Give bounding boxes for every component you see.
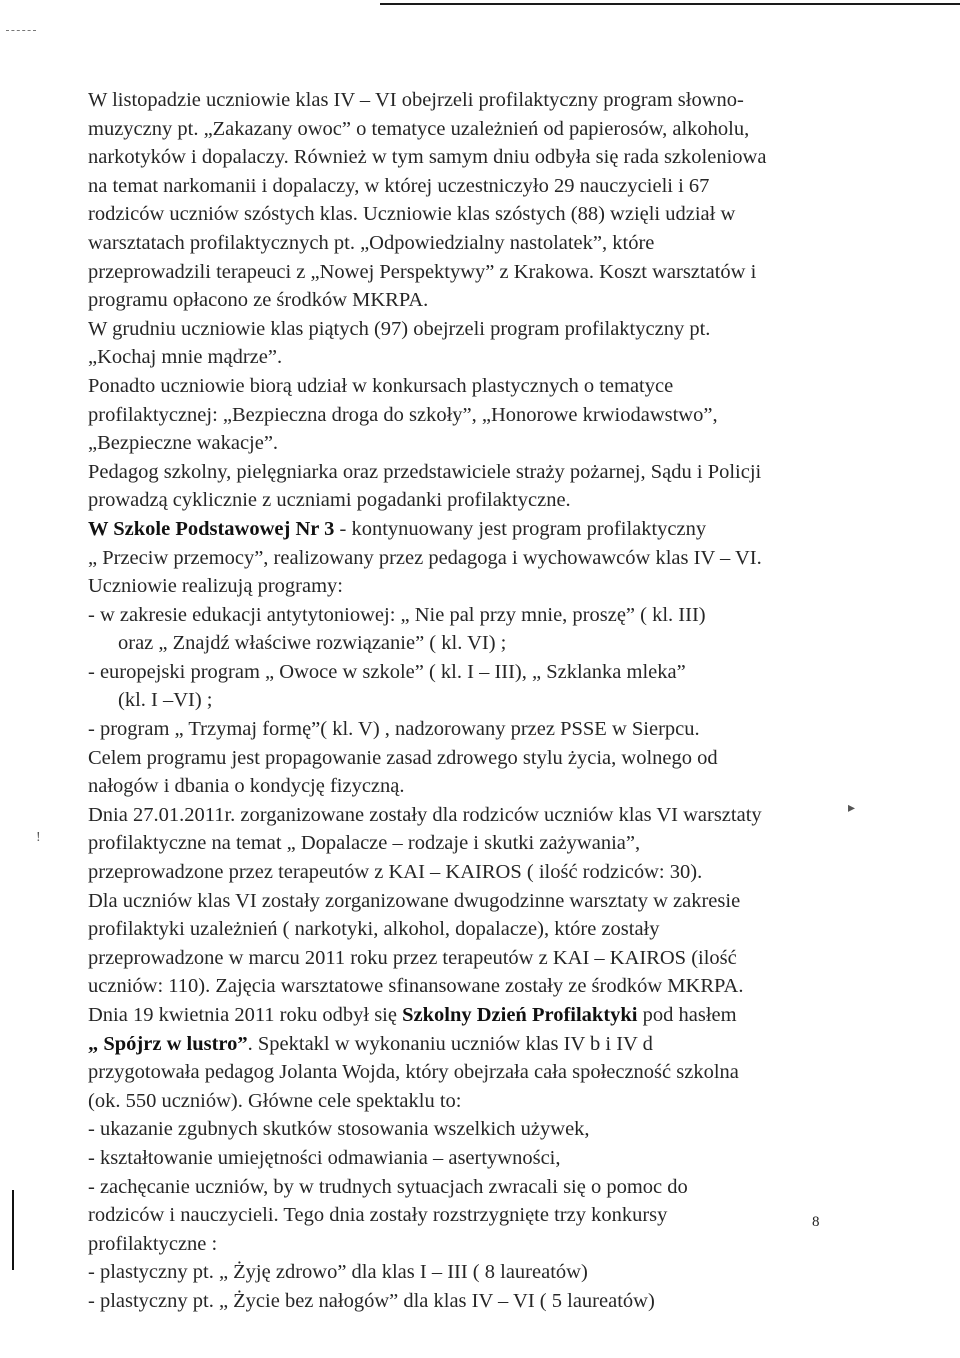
scan-edge-line [12,1190,14,1270]
text-line: nałogów i dbania o kondycję fizyczną. [88,775,405,798]
list-item: - program „ Trzymaj formę”( kl. V) , nadzorowany przez PSSE w Sierpcu. [88,718,700,741]
text-line: „Bezpieczne wakacje”. [88,432,279,455]
text-line: Dnia 19 kwietnia 2011 roku odbył się Szkolny Dzień Profilaktyki pod hasłem [88,1004,737,1026]
list-item: - w zakresie edukacji antytytoniowej: „ Nie pal przy mnie, proszę” ( kl. III) [88,603,706,626]
text-line: profilaktycznej: „Bezpieczna droga do szkoły”, „Honorowe krwiodawstwo”, [88,403,718,426]
text-line: „ Spójrz w lustro”. Spektakl w wykonaniu uczniów klas IV b i IV d [88,1032,653,1055]
page-number: 8 [812,1214,820,1230]
list-item: - europejski program „ Owoce w szkole” ( kl. I – III), „ Szklanka mleka” [88,660,686,683]
list-item: - kształtowanie umiejętności odmawiania – asertywności, [88,1146,561,1169]
text-line: W grudniu uczniowie klas piątych (97) obejrzeli program profilaktyczny pt. [88,317,711,340]
text-line: narkotyków i dopalaczy. Również w tym samym dniu odbyła się rada szkoleniowa [88,146,767,169]
text-line: muzyczny pt. „Zakazany owoc” o tematyce uzależnień od papierosów, alkoholu, [88,117,750,140]
text-line: Uczniowie realizują programy: [88,575,343,598]
text-line: prowadzą cyklicznie z uczniami pogadanki profilaktyczne. [88,489,571,512]
document-body [88,86,810,1316]
text-line: przeprowadzili terapeuci z „Nowej Perspektywy” z Krakowa. Koszt warsztatów i [88,260,757,283]
text-line: W Szkole Podstawowej Nr 3 - kontynuowany jest program profilaktyczny [88,517,707,540]
scan-artifact-mark: ▸ [848,801,856,816]
text-line: oraz „ Znajdź właściwe rozwiązanie” ( kl. VI) ; [118,632,507,655]
event-slogan: „ Spójrz w lustro” [88,1032,248,1055]
scan-top-border [380,3,960,5]
text-line: przeprowadzone przez terapeutów z KAI – KAIROS ( ilość rodziców: 30). [88,861,703,884]
text-line: (ok. 550 uczniów). Główne cele spektaklu to: [88,1089,462,1112]
scan-artifact-mark: ! [36,830,41,845]
text-line: Dla uczniów klas VI zostały zorganizowane dwugodzinne warsztaty w zakresie [88,889,741,912]
text-line: W listopadzie uczniowie klas IV – VI obejrzeli profilaktyczny program słowno- [88,89,744,111]
event-name: Szkolny Dzień Profilaktyki [402,1004,638,1026]
text-line: na temat narkomanii i dopalaczy, w której uczestniczyło 29 nauczycieli i 67 [88,174,710,197]
text-line: programu opłacono ze środków MKRPA. [88,289,429,312]
text-line: przygotowała pedagog Jolanta Wojda, który obejrzała cała społeczność szkolna [88,1061,739,1084]
text-line: Pedagog szkolny, pielęgniarka oraz przedstawiciele straży pożarnej, Sądu i Policji [88,460,762,483]
text-line: rodziców i nauczycieli. Tego dnia zostały rozstrzygnięte trzy konkursy [88,1204,668,1227]
text-line: Dnia 27.01.2011r. zorganizowane zostały dla rodziców uczniów klas VI warsztaty [88,803,762,826]
text-line: profilaktyki uzależnień ( narkotyki, alkohol, dopalacze), które zostały [88,918,660,941]
list-item: - ukazanie zgubnych skutków stosowania wszelkich używek, [88,1118,590,1141]
text-line: „Kochaj mnie mądrze”. [88,346,283,369]
list-item: - plastyczny pt. „ Żyję zdrowo” dla klas I – III ( 8 laureatów) [88,1261,588,1284]
text-line: przeprowadzone w marcu 2011 roku przez terapeutów z KAI – KAIROS (ilość [88,946,737,969]
text-line: profilaktyczne na temat „ Dopalacze – rodzaje i skutki zażywania”, [88,832,641,855]
text-line: „ Przeciw przemocy”, realizowany przez pedagoga i wychowawców klas IV – VI. [88,546,762,569]
text-line: Celem programu jest propagowanie zasad zdrowego stylu życia, wolnego od [88,746,718,769]
scan-artifact-mark [6,30,36,32]
text-line: Ponadto uczniowie biorą udział w konkursach plastycznych o tematyce [88,374,674,397]
text-line: rodziców uczniów szóstych klas. Uczniowie klas szóstych (88) wzięli udział w [88,203,736,226]
text-line: profilaktyczne : [88,1232,218,1255]
text-line: uczniów: 110). Zajęcia warsztatowe sfinansowane zostały ze środków MKRPA. [88,975,744,998]
list-item: - plastyczny pt. „ Życie bez nałogów” dla klas IV – VI ( 5 laureatów) [88,1289,655,1312]
school-name: W Szkole Podstawowej Nr 3 [88,517,335,540]
text-line: warsztatach profilaktycznych pt. „Odpowiedzialny nastolatek”, które [88,231,655,254]
text-line: (kl. I –VI) ; [118,689,213,712]
list-item: - zachęcanie uczniów, by w trudnych sytuacjach zwracali się o pomoc do [88,1175,688,1198]
